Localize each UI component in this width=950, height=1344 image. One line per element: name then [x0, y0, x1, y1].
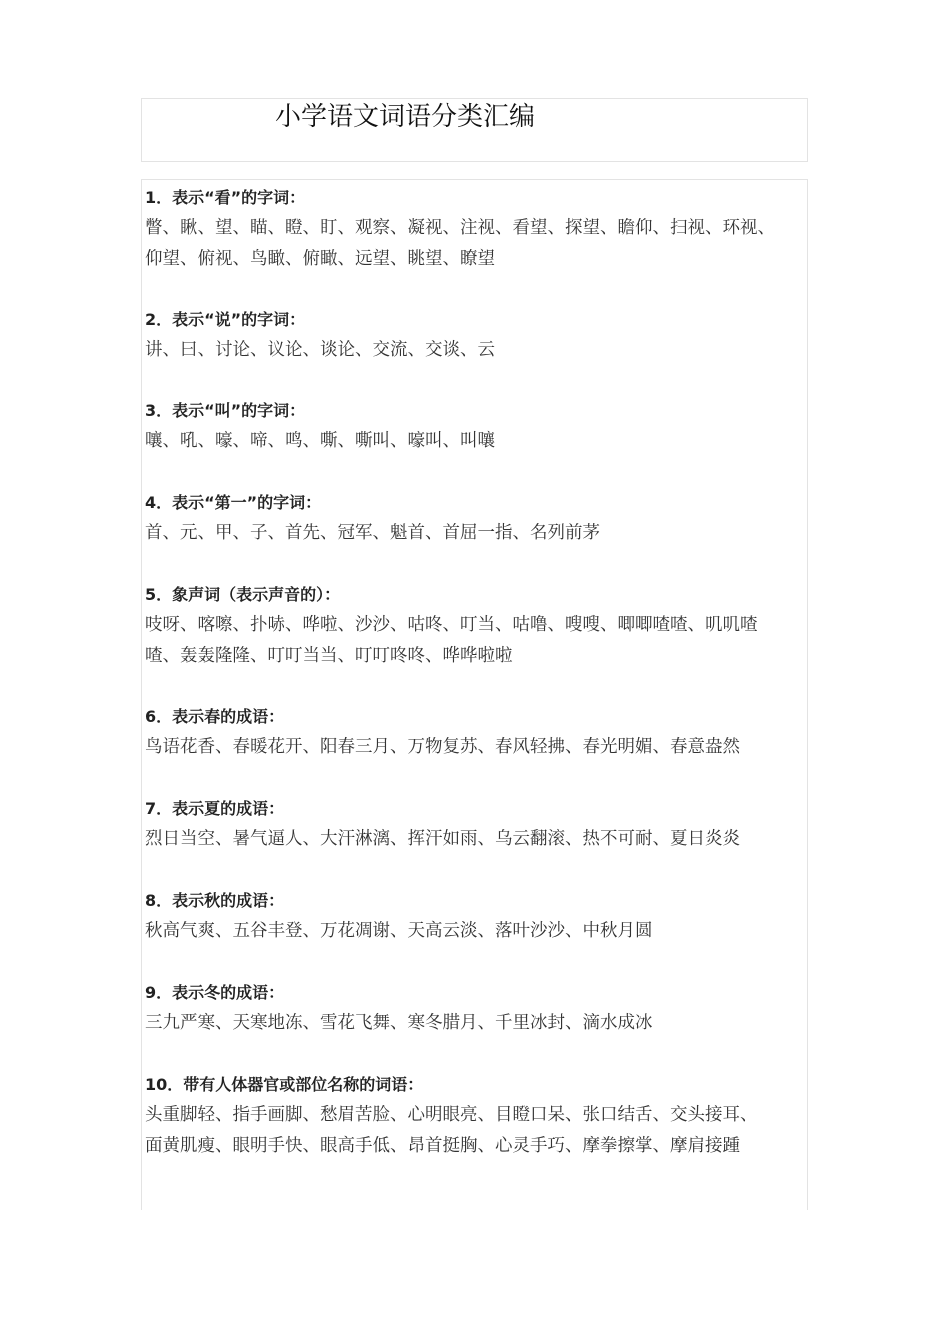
content-box [141, 179, 808, 1210]
word-line: 秋高气爽、五谷丰登、万花凋谢、天高云淡、落叶沙沙、中秋月圆 [145, 921, 653, 941]
word-line: 鸟语花香、春暖花开、阳春三月、万物复苏、春风轻拂、春光明媚、春意盎然 [145, 737, 740, 757]
word-line: 烈日当空、暑气逼人、大汗淋漓、挥汗如雨、乌云翻滚、热不可耐、夏日炎炎 [145, 829, 740, 849]
section-say [145, 305, 845, 366]
section-look [145, 183, 845, 275]
section-heading: 10．带有人体器官或部位名称的词语： [145, 1075, 424, 1094]
word-line: 讲、曰、讨论、议论、谈论、交流、交谈、云 [145, 340, 495, 360]
word-line: 面黄肌瘦、眼明手快、眼高手低、昂首挺胸、心灵手巧、摩拳擦掌、摩肩接踵 [145, 1136, 740, 1156]
section-heading: 4．表示“第一”的字词： [145, 493, 322, 512]
document-title: 小学语文词语分类汇编 [275, 102, 536, 132]
section-heading: 5．象声词（表示声音的）： [145, 585, 341, 604]
section-heading: 3．表示“叫”的字词： [145, 401, 306, 420]
word-line: 三九严寒、天寒地冻、雪花飞舞、寒冬腊月、千里冰封、滴水成冰 [145, 1013, 653, 1033]
section-heading: 7．表示夏的成语： [145, 799, 285, 818]
section-body-parts [145, 1070, 845, 1162]
section-heading: 9．表示冬的成语： [145, 983, 285, 1002]
section-heading: 2．表示“说”的字词： [145, 310, 306, 329]
section-heading: 1．表示“看”的字词： [145, 188, 306, 207]
word-line: 首、元、甲、子、首先、冠军、魁首、首屈一指、名列前茅 [145, 523, 600, 543]
word-line: 头重脚轻、指手画脚、愁眉苦脸、心明眼亮、目瞪口呆、张口结舌、交头接耳、 [145, 1105, 758, 1125]
section-spring [145, 702, 845, 763]
section-call [145, 396, 845, 457]
word-line: 仰望、俯视、鸟瞰、俯瞰、远望、眺望、瞭望 [145, 249, 495, 269]
section-summer [145, 794, 845, 855]
section-heading: 6．表示春的成语： [145, 707, 285, 726]
section-first [145, 488, 845, 549]
section-onomatopoeia [145, 580, 845, 672]
section-winter [145, 978, 845, 1039]
word-line: 嚷、吼、嚎、啼、鸣、嘶、嘶叫、嚎叫、叫嚷 [145, 431, 495, 451]
word-line: 喳、轰轰隆隆、叮叮当当、叮叮咚咚、哗哗啦啦 [145, 646, 513, 666]
section-heading: 8．表示秋的成语： [145, 891, 285, 910]
word-line: 瞥、瞅、望、瞄、瞪、盯、观察、凝视、注视、看望、探望、瞻仰、扫视、环视、 [145, 218, 775, 238]
word-line: 吱呀、喀嚓、扑哧、哗啦、沙沙、咕咚、叮当、咕噜、嗖嗖、唧唧喳喳、叽叽喳 [145, 615, 758, 635]
section-autumn [145, 886, 845, 947]
title-box [141, 98, 808, 162]
